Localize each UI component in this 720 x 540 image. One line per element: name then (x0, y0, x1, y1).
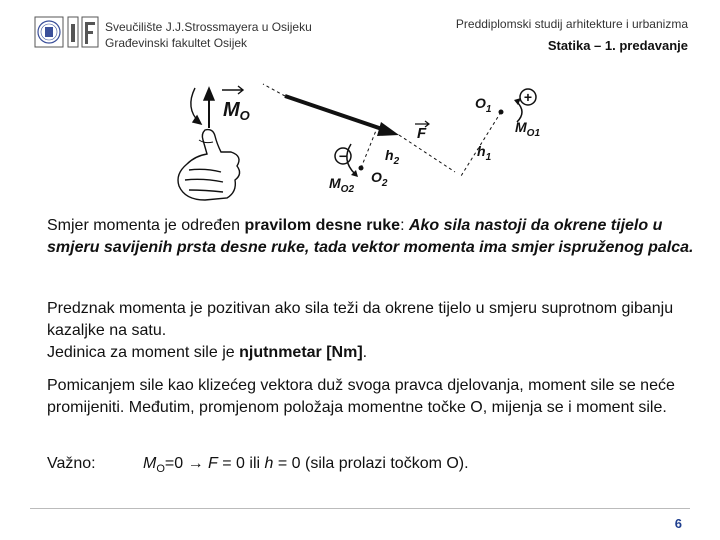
footer-divider (30, 508, 690, 509)
h2-subscript: 2 (393, 156, 400, 167)
hand-moment-label: M (223, 99, 240, 121)
note-moment-subscript: O (156, 463, 165, 476)
svg-text:h2 (385, 147, 400, 167)
p2-line1: Predznak momenta je pozitivan ako sila teži da okrene tijelo u smjeru suprotnom gibanju kazaljke na satu. (47, 300, 674, 339)
p2-line2-bold: njutnmetar [Nm] (239, 344, 363, 361)
p1-bold: pravilom desne ruke (244, 217, 401, 234)
hand-moment-subscript: O (239, 108, 250, 123)
svg-text:O2 (371, 169, 388, 189)
h1-label: h (477, 143, 486, 159)
svg-text:MO2 (329, 175, 354, 195)
o1-subscript: 1 (485, 104, 492, 115)
important-label: Važno: (47, 455, 96, 472)
h2-label: h (385, 147, 394, 163)
positive-sign: + (523, 89, 533, 105)
p1-italic: Ako sila nastoji da okrene tijelo u smjeru savijenih prsta desne ruke, tada vektor momenta ima smjer ispruženog palca. (47, 217, 694, 256)
o2-label: O (371, 169, 382, 185)
p1-start: Smjer momenta je određen (47, 217, 245, 234)
university-logo (34, 14, 100, 50)
note-arm-symbol: h (264, 455, 274, 472)
force-label: F (417, 125, 427, 142)
faculty-name: Građevinski fakultet Osijek (105, 36, 248, 50)
moment-diagram (165, 82, 565, 204)
o1-label: O (475, 95, 486, 111)
mo2-label: M (329, 175, 341, 191)
note-force-symbol: F (208, 455, 218, 472)
note-mid2: = 0 ili (217, 455, 265, 472)
note-end: = 0 (sila prolazi točkom O). (273, 455, 469, 472)
course-title: Preddiplomski studij arhitekture i urbanizma (455, 17, 688, 31)
right-hand-rule-paragraph (47, 215, 697, 259)
p1-colon: : (400, 217, 409, 234)
important-note (47, 453, 697, 480)
lecture-title: Statika – 1. predavanje (547, 38, 688, 53)
p2-line2-start: Jedinica za moment sile je (47, 344, 240, 361)
negative-sign: − (338, 148, 348, 164)
force-vector (263, 84, 455, 172)
sign-unit-paragraph (47, 298, 697, 364)
svg-text:O1 (475, 95, 492, 115)
note-mid1: =0 → (164, 455, 209, 472)
note-moment-symbol: M (143, 455, 157, 472)
o2-subscript: 2 (381, 178, 388, 189)
mo2-subscript: O2 (340, 184, 355, 195)
svg-text:MO1 (515, 119, 540, 139)
p2-line2-end: . (362, 344, 368, 361)
h1-subscript: 1 (485, 152, 492, 163)
svg-text:MO (223, 99, 250, 123)
svg-text:h1 (477, 143, 492, 163)
university-name: Sveučilište J.J.Strossmayera u Osijeku (105, 20, 312, 34)
page-number: 6 (674, 516, 682, 531)
mo1-label: M (515, 119, 527, 135)
header-institution (105, 19, 312, 51)
mo1-subscript: O1 (526, 128, 541, 139)
sliding-vector-paragraph: Pomicanjem sile kao klizećeg vektora duž svoga pravca djelovanja, moment sile se neće promijeniti. Međutim, promjenom položaja momentne točke O, mijenja se i moment sile. (47, 377, 675, 416)
